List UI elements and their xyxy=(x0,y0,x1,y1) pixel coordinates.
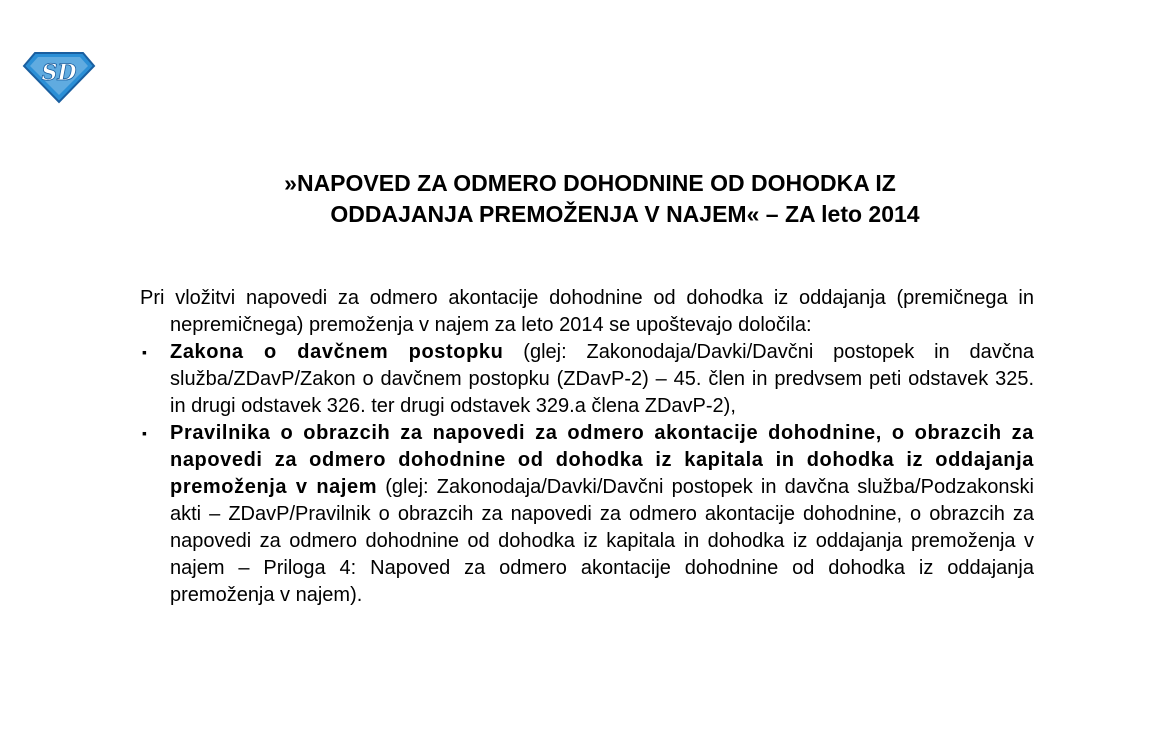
list-item xyxy=(140,420,1034,609)
bullet-marker: ▪ xyxy=(142,425,147,441)
list-item xyxy=(140,339,1034,420)
bullet-marker: ▪ xyxy=(142,344,147,360)
document-title xyxy=(150,168,1030,230)
company-logo xyxy=(22,50,96,104)
shield-logo-icon xyxy=(22,50,96,104)
title-line-2: ODDAJANJA PREMOŽENJA V NAJEM« – ZA leto 2014 xyxy=(330,201,920,227)
document-body xyxy=(140,285,1034,609)
logo-letters: SD xyxy=(41,60,77,86)
bullet-list xyxy=(140,339,1034,609)
list-item-text: (glej: Zakonodaja/Davki/Davčni postopek in davčna služba/ZDavP/Zakon o davčnem postopku (ZDavP-2) – 45. člen in predvsem peti odstavek 325. in drugi odstavek 326. ter drugi odstavek 329.a člena ZDavP-2), xyxy=(170,341,1034,417)
list-item-text: (glej: Zakonodaja/Davki/Davčni postopek in davčna služba/Podzakonski akti – ZDavP/Pravilnik o obrazcih za napovedi za odmero akontacije dohodnine, o obrazcih za napovedi za odmero dohodnine od dohodka iz kapitala in dohodka iz oddajanja premoženja v najem – Priloga 4: Napoved za odmero akontacije dohodnine od dohodka iz oddajanja premoženja v najem). xyxy=(170,476,1034,606)
list-item-bold: Zakona o davčnem postopku xyxy=(170,341,504,363)
list-item-bold: Pravilnika o obrazcih za napovedi za odmero akontacije dohodnine, o obrazcih za napovedi za odmero dohodnine od dohodka iz kapitala in dohodka iz oddajanja premoženja v najem xyxy=(170,422,1034,498)
intro-paragraph: Pri vložitvi napovedi za odmero akontacije dohodnine od dohodka iz oddajanja (premičnega in nepremičnega) premoženja v najem za leto 2014 se upoštevajo določila: xyxy=(140,287,1034,336)
title-line-1: »NAPOVED ZA ODMERO DOHODNINE OD DOHODKA IZ xyxy=(284,170,896,196)
